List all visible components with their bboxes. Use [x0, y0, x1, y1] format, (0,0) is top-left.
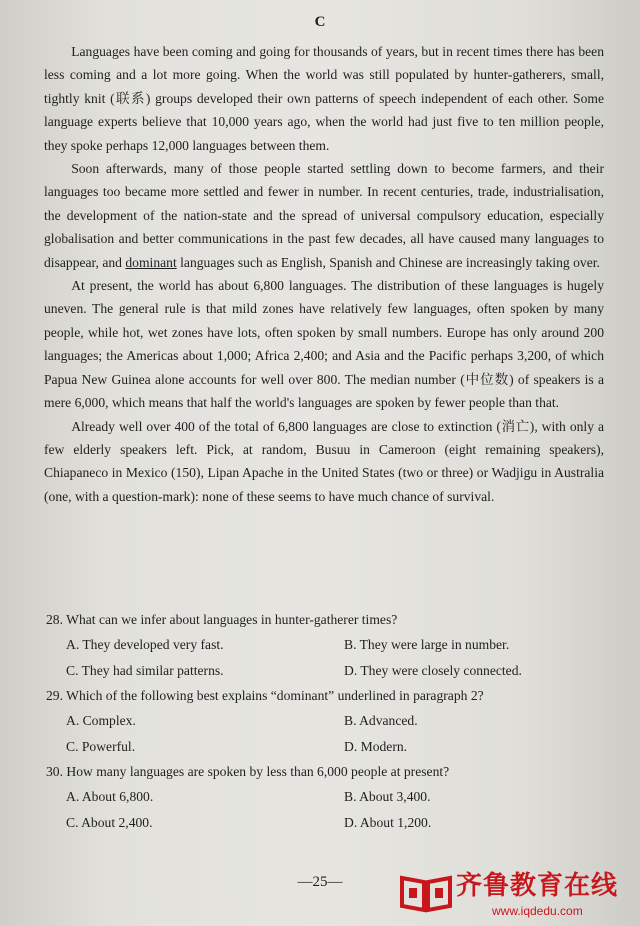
reading-passage [44, 40, 604, 508]
book-logo-icon [398, 870, 454, 914]
paragraph-3: At present, the world has about 6,800 languages. The distribution of these languages is hugely uneven. The general rule is that mild zones have relatively few languages, often spoken by many people, while hot, wet zones have lots, often spoken by small numbers. Europe has only around 200 languages; the Americas about 1,000; Africa 2,400; and Asia and the Pacific perhaps 3,200, of which Papua New Guinea alone accounts for well over 800. The median number (中位数) of speakers is a mere 6,000, which means that half the world's languages are spoken by fewer people than that. [44, 278, 604, 411]
section-label: C [314, 14, 326, 30]
paragraph-4: Already well over 400 of the total of 6,800 languages are close to extinction (消亡), with only a few elderly speakers left. Pick, at random, Busuu in Cameroon (eight remaining speakers), Chiapaneco in Mexico (150), Lipan Apache in the United States (two or three) or Wadjigu in Australia (one, with a question-mark): none of these seems to have much chance of survival. [44, 418, 604, 504]
option-c: C. They had similar patterns. [66, 663, 224, 678]
option-row [46, 734, 606, 760]
underlined-word-dominant: dominant [125, 254, 177, 270]
option-d: D. They were closely connected. [344, 663, 522, 678]
option-row [46, 708, 606, 734]
option-row [46, 784, 606, 810]
paragraph-2-before: Soon afterwards, many of those people started settling down to become farmers, and their languages too became more settled and fewer in number. In recent centuries, trade, industrialisation, the development of the nation-state and the spread of universal compulsory education, especially globalisation and better communications in the past few decades, all have caused many languages to disappear, and [44, 161, 604, 270]
paragraph-2 [44, 157, 604, 274]
option-b: B. About 3,400. [344, 789, 431, 804]
paragraph-2-after: languages such as English, Spanish and Chinese are increasingly taking over. [176, 254, 600, 270]
option-c: C. Powerful. [66, 739, 136, 754]
paragraph-1: Languages have been coming and going for thousands of years, but in recent times there has been less coming and a lot more going. When the world was still populated by hunter-gatherers, small, tightly knit (联系) groups developed their own patterns of speech independent of each other. Some language experts believe that 10,000 years ago, when the world had just five to ten million people, they spoke perhaps 12,000 languages between them. [44, 44, 604, 153]
option-a: A. About 6,800. [66, 789, 154, 804]
option-row [46, 632, 606, 658]
watermark-name: 齐鲁教育在线 [456, 871, 619, 901]
question-list [46, 608, 606, 836]
question-29 [46, 684, 606, 760]
option-b: B. They were large in number. [344, 637, 510, 652]
page-number: —25— [297, 874, 343, 890]
question-stem: 28. What can we infer about languages in hunter-gatherer times? [46, 612, 398, 627]
question-stem: 30. How many languages are spoken by less than 6,000 people at present? [46, 764, 450, 779]
watermark-url: www.iqdedu.com [492, 904, 583, 918]
option-d: D. About 1,200. [344, 815, 432, 830]
option-d: D. Modern. [344, 739, 408, 754]
option-row [46, 810, 606, 836]
option-a: A. They developed very fast. [66, 637, 224, 652]
question-28 [46, 608, 606, 684]
option-a: A. Complex. [66, 713, 136, 728]
option-b: B. Advanced. [344, 713, 418, 728]
option-row [46, 658, 606, 684]
question-stem: 29. Which of the following best explains “dominant” underlined in paragraph 2? [46, 688, 484, 703]
watermark-logo [398, 866, 636, 924]
question-30 [46, 760, 606, 836]
option-c: C. About 2,400. [66, 815, 153, 830]
